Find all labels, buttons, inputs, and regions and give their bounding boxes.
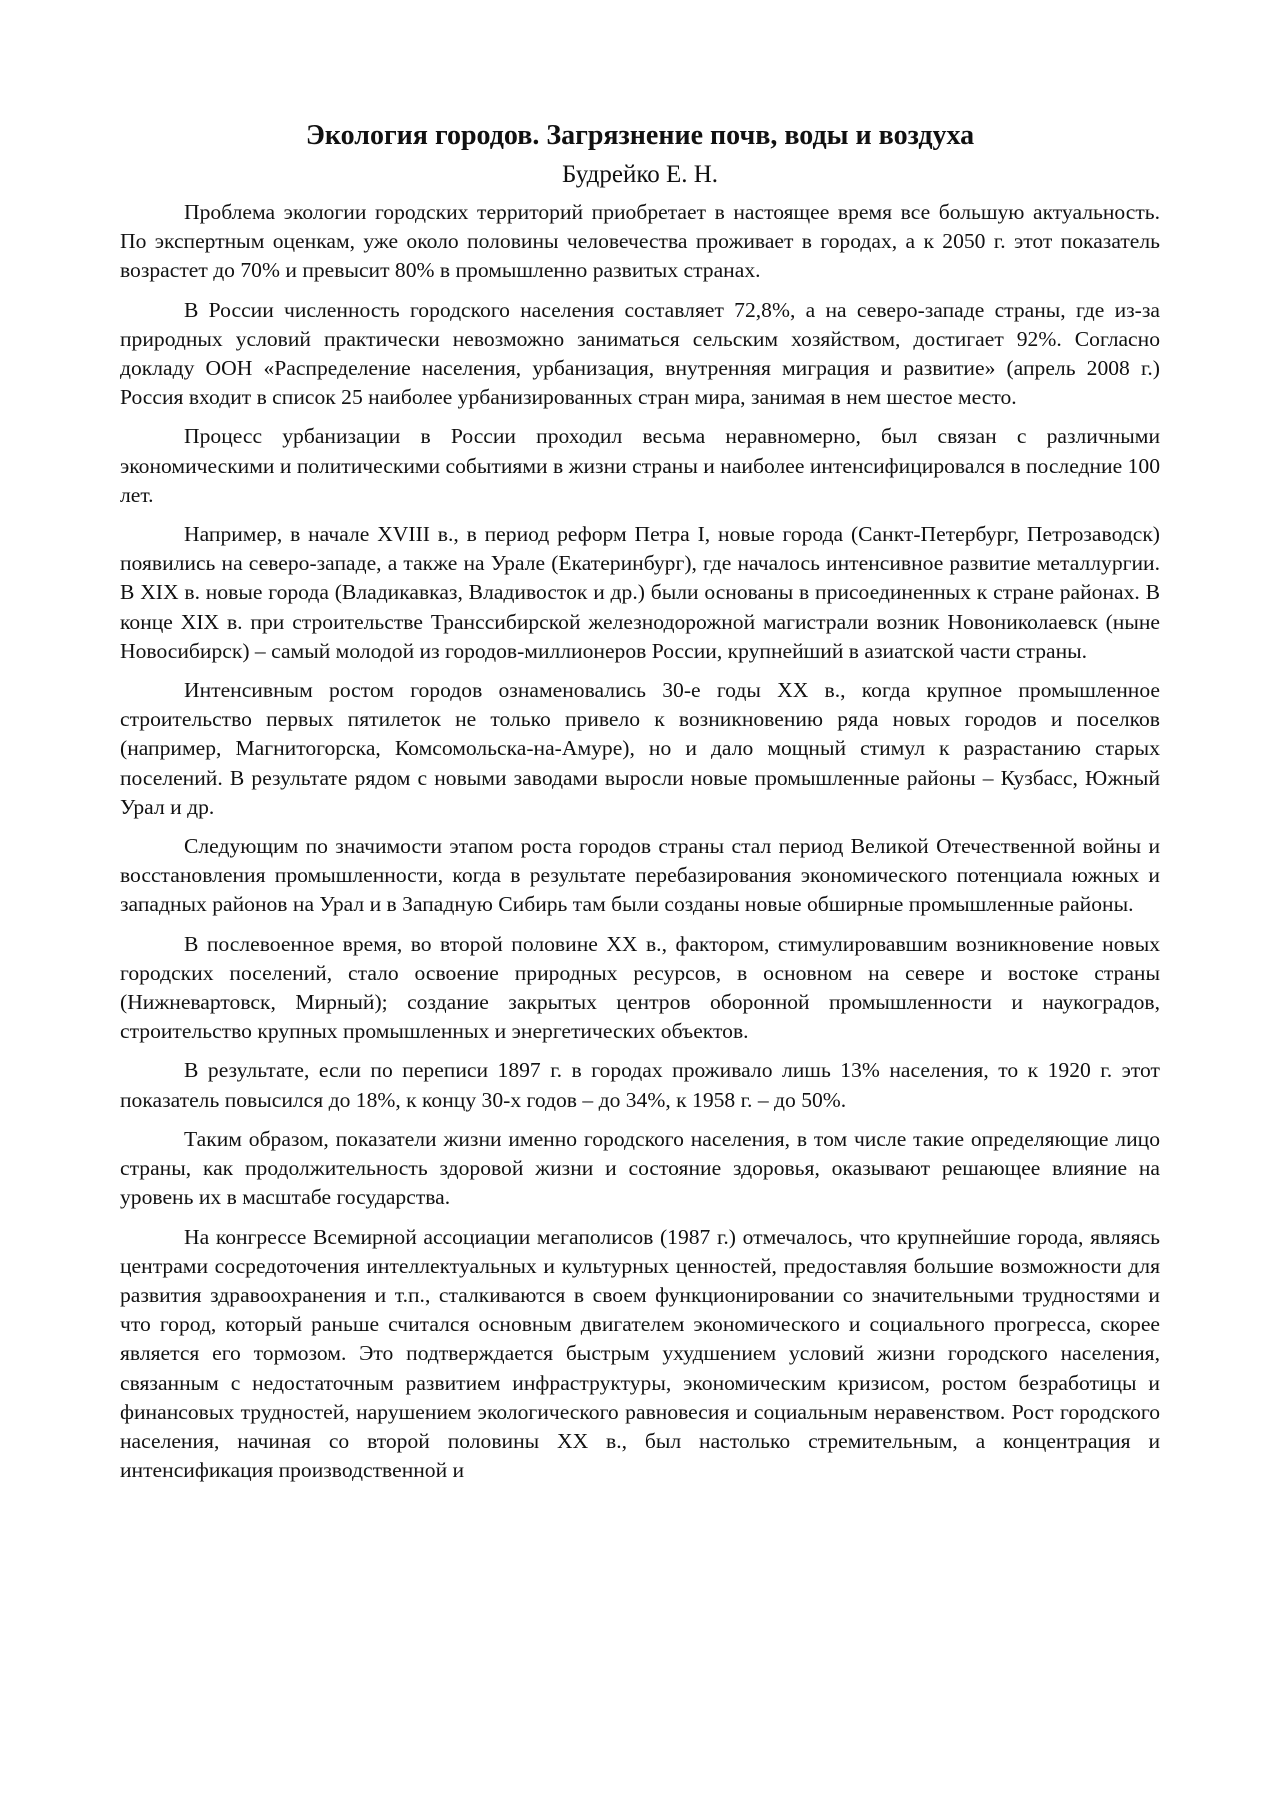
paragraph-1: Проблема экологии городских территорий приобретает в настоящее время все большую актуальность. По экспертным оценкам, уже около половины человечества проживает в городах, а к 2050 г. этот показатель возрастет до 70% и превысит 80% в промышленно развитых странах. — [120, 200, 1160, 283]
document-page — [120, 118, 1160, 1485]
paragraph-7: В послевоенное время, во второй половине XX в., фактором, стимулировавшим возникновение новых городских поселений, стало освоение природных ресурсов, в основном на севере и востоке страны (Нижневартовск, Мирный); создание закрытых центров оборонной промышленности и наукоградов, строительство крупных промышленных и энергетических объектов. — [120, 931, 1160, 1044]
paragraph-9: Таким образом, показатели жизни именно городского населения, в том числе такие определяющие лицо страны, как продолжительность здоровой жизни и состояние здоровья, оказывают решающее влияние на уровень их в масштабе государства. — [120, 1126, 1160, 1210]
paragraph-4: Например, в начале XVIII в., в период реформ Петра I, новые города (Санкт-Петербург, Петрозаводск) появились на северо-западе, а также на Урале (Екатеринбург), где началось интенсивное развитие металлургии. В XIX в. новые города (Владикавказ, Владивосток и др.) были основаны в присоединенных к стране районах. В конце XIX в. при строительстве Транссибирской железнодорожной магистрали возник Новониколаевск (ныне Новосибирск) – самый молодой из городов-миллионеров России, крупнейший в азиатской части страны. — [120, 522, 1160, 663]
paragraph-6: Следующим по значимости этапом роста городов страны стал период Великой Отечественной войны и восстановления промышленности, когда в результате перебазирования экономического потенциала южных и западных районов на Урал и в Западную Сибирь там были созданы новые обширные промышленные районы. — [120, 834, 1160, 917]
document-title: Экология городов. Загрязнение почв, воды и воздуха — [305, 120, 975, 151]
paragraph-2: В России численность городского населения составляет 72,8%, а на северо-западе страны, где из-за природных условий практически невозможно заниматься сельским хозяйством, достигает 92%. Согласно докладу ООН «Распределение населения, урбанизация, внутренняя миграция и развитие» (апрель 2008 г.) Россия входит в список 25 наиболее урбанизированных стран мира, занимая в нем шестое место. — [120, 297, 1160, 410]
paragraph-3: Процесс урбанизации в России проходил весьма неравномерно, был связан с различными экономическими и политическими событиями в жизни страны и наиболее интенсифицировался в последние 100 лет. — [120, 424, 1160, 507]
paragraph-8: В результате, если по переписи 1897 г. в городах проживало лишь 13% населения, то к 1920 г. этот показатель повысился до 18%, к концу 30-х годов – до 34%, к 1958 г. – до 50%. — [120, 1058, 1160, 1112]
paragraph-5: Интенсивным ростом городов ознаменовались 30-е годы XX в., когда крупное промышленное строительство первых пятилеток не только привело к возникновению ряда новых городов и поселков (например, Магнитогорска, Комсомольска-на-Амуре), но и дало мощный стимул к разрастанию старых поселений. В результате рядом с новыми заводами выросли новые промышленные районы – Кузбасс, Южный Урал и др. — [120, 678, 1160, 819]
paragraph-10: На конгрессе Всемирной ассоциации мегаполисов (1987 г.) отмечалось, что крупнейшие города, являясь центрами сосредоточения интеллектуальных и культурных ценностей, предоставляя большие возможности для развития здравоохранения и т.п., сталкиваются в своем функционировании со значительными трудностями и что город, который раньше считался основным двигателем экономического и социального прогресса, скорее является его тормозом. Это подтверждается быстрым ухудшением условий жизни городского населения, связанным с недостаточным развитием инфраструктуры, экономическим кризисом, ростом безработицы и финансовых трудностей, нарушением экологического равновесия и социальным неравенством. Рост городского населения, начиная со второй половины XX в., был настолько стремительным, а концентрация и интенсификация производственной и — [120, 1224, 1160, 1483]
document-author: Будрейко Е. Н. — [561, 161, 719, 188]
